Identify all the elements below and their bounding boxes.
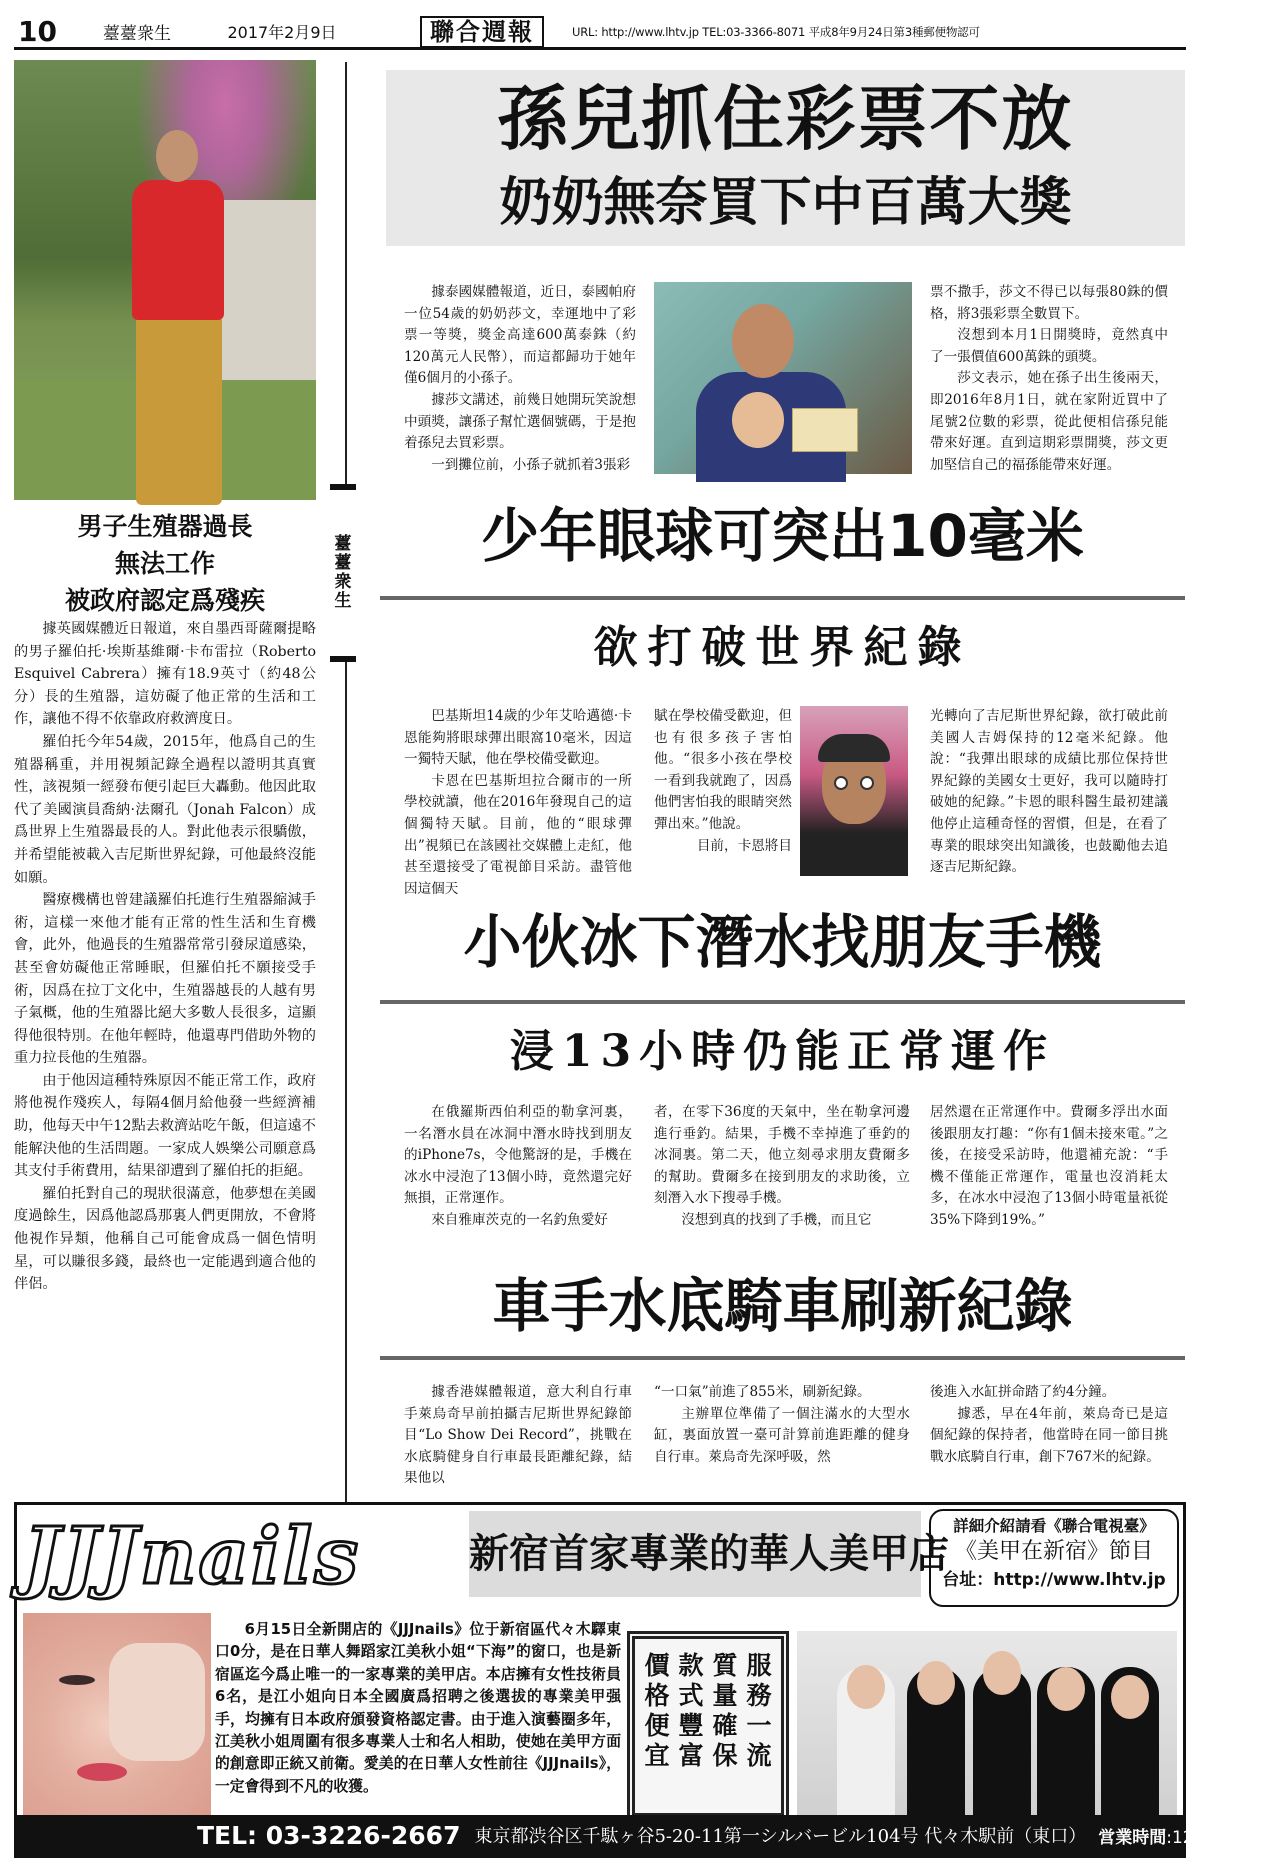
paragraph: 據英國媒體近日報道，來自墨西哥薩爾提略的男子羅伯托·埃斯基維爾·卡布雷拉（Roberto Esquivel Cabrera）擁有18.9英寸（約48公分）長的生殖器，這妨礙了他正常的生活和工作，讓他不得不依靠政府救濟度日。 [14, 621, 316, 728]
man-photo [14, 60, 316, 500]
article3-subtitle: 浸13小時仍能正常運作 [509, 1026, 1056, 1077]
article4-column-1 [404, 1382, 632, 1490]
page-number: 10 [18, 15, 57, 48]
paragraph: 主辦單位準備了一個注滿水的大型水缸，裏面放置一臺可計算前進距離的健身自行車。萊烏奇先深呼吸，然 [654, 1405, 910, 1465]
paragraph: 據香港媒體報道，意大利自行車手萊烏奇早前拍攝吉尼斯世界紀錄節目“Lo Show Dei Record”，挑戰在水底騎健身自行車最長距離紀錄，結果他以 [404, 1384, 632, 1487]
issue-date: 2017年2月9日 [227, 23, 337, 42]
info-line: 詳細介紹請看《聯合電視臺》 [953, 1517, 1155, 1535]
article1-subtitle: 奶奶無奈買下中百萬大獎 [499, 173, 1072, 233]
paragraph: 賦在學校備受歡迎，但也有很多孩子害怕他。“很多小孩在學校一看到我就跑了，因爲他們害怕我的眼睛突然彈出來。”他說。 [654, 708, 792, 832]
label-char: 薹 [334, 534, 352, 554]
slogan-column: 價格便宜 [644, 1651, 670, 1770]
grandmother-photo [654, 282, 912, 474]
article1-column-1 [404, 282, 636, 476]
left-article-body [14, 618, 316, 1296]
article3-column-3 [930, 1102, 1168, 1232]
paragraph: 後進入水缸拼命踏了約4分鐘。 [930, 1384, 1116, 1400]
ad-tv-info-box [929, 1509, 1179, 1607]
article4-title: 車手水底騎車刷新紀錄 [492, 1272, 1073, 1340]
boy-photo [800, 706, 908, 876]
label-char: 衆 [334, 572, 352, 592]
label-char: 薹 [334, 553, 352, 573]
headline-line: 被政府認定爲殘疾 [64, 586, 265, 615]
ad-address: 東京都渋谷区千駄ヶ谷5-20-11第一シルバービル104号 代々木駅前（東口） [474, 1826, 1087, 1847]
article2-rule [380, 596, 1185, 600]
article1-column-2 [930, 282, 1168, 476]
nail-salon-advertisement [14, 1502, 1266, 1858]
article4-column-3 [930, 1382, 1168, 1468]
paragraph: 票不撒手，莎文不得已以每張80銖的價格，將3張彩票全數買下。 [930, 284, 1168, 322]
slogan-column: 質量確保 [712, 1651, 738, 1770]
salon-logo: JJJnails [23, 1511, 361, 1602]
column-divider [345, 62, 347, 1502]
paragraph: 目前，卡恩將目 [696, 837, 792, 854]
article1-headline-box [380, 70, 1185, 246]
article2-column-2 [654, 706, 792, 857]
hours-value: :12時至22時 [1166, 1827, 1266, 1848]
paragraph: 卡恩在巴基斯坦拉合爾市的一所學校就讀，他在2016年發現自己的這個獨特天賦。目前，他的“眼球彈出”視頻已在該國社交媒體上走紅，他甚至還接受了電視節目采訪。盡管他因這個天 [404, 772, 632, 897]
hours-label: 営業時間 [1098, 1827, 1167, 1848]
info-line: 《美甲在新宿》節目 [954, 1539, 1153, 1564]
ad-contact-bar [17, 1815, 1266, 1855]
salon-staff-photo [797, 1631, 1177, 1817]
ad-description [215, 1619, 621, 1798]
nail-model-photo [23, 1613, 211, 1817]
ad-hours [1098, 1823, 1266, 1848]
article4-column-2 [654, 1382, 910, 1468]
article3-title: 小伙冰下潛水找朋友手機 [463, 908, 1102, 976]
article2-column-3 [930, 706, 1168, 879]
paragraph: 巴基斯坦14歲的少年艾哈邁德·卡恩能夠將眼球彈出眼窩10毫米，因這一獨特天賦，他在學校備受歡迎。 [404, 708, 632, 768]
ad-slogan-frame [627, 1631, 789, 1821]
article3-column-2 [654, 1102, 910, 1232]
slogan-column: 服務一流 [746, 1651, 772, 1770]
paragraph: 據泰國媒體報道，近日，泰國帕府一位54歲的奶奶莎文，幸運地中了彩票一等獎，獎金高達600萬泰銖（約120萬元人民幣），而這都歸功于她年僅6個月的小孫子。 [404, 284, 636, 387]
paragraph: 居然還在正常運作中。費爾多浮出水面後跟朋友打趣：“你有1個未接來電。”之後，在接受采訪時，他還補充說：“手機不僅能正常運作，電量也沒消耗太多，在冰水中浸泡了13個小時電量祇從35%下降到19%。” [930, 1104, 1168, 1228]
section-vertical-label [330, 484, 356, 662]
paragraph: 醫療機構也曾建議羅伯托進行生殖器縮減手術，這樣一來他才能有正常的性生活和生育機會，此外，他過長的生殖器常常引發尿道感染，甚至會妨礙他正常睡眠，但羅伯托不願接受手術，因爲在拉丁文化中，生殖器越長的人越有男子氣概，他的生殖器比絕大多數人長很多，這顯得他很特別。在他年輕時，他還專門借助外物的重力拉長他的生殖器。 [14, 892, 316, 1067]
label-char: 生 [334, 591, 352, 611]
paragraph: 由于他因這種特殊原因不能正常工作，政府將他視作殘疾人，每隔4個月給他發一些經濟補助，他每天中午12點去救濟站吃午飯，但這遠不能解決他的生活問題。一家成人娛樂公司願意爲其支付手術費用，結果卻遭到了羅伯托的拒絕。 [14, 1072, 316, 1180]
article3-column-1 [404, 1102, 632, 1232]
paragraph: 來自雅庫茨克的一名釣魚愛好 [431, 1211, 608, 1228]
article2-subtitle: 欲打破世界紀錄 [593, 622, 972, 673]
paragraph: 者，在零下36度的天氣中，坐在勒拿河邊進行垂釣。結果，手機不幸掉進了垂釣的冰洞裏。第二天，他立刻尋求朋友費爾多的幫助。費爾多在接到朋友的求助後，立刻潛入水下搜尋手機。 [654, 1104, 910, 1207]
paragraph: 羅伯托對自己的現狀很滿意，他夢想在美國度過餘生，因爲他認爲那裏人們更開放，不會將他視作异類，他稱自己可能會成爲一個色情明星，可以賺很多錢，最終也一定能遇到適合他的伴侶。 [14, 1185, 316, 1293]
paragraph: 沒想到真的找到了手機，而且它 [681, 1211, 872, 1228]
paragraph: 光轉向了吉尼斯世界紀錄，欲打破此前美國人吉姆保持的12毫米紀錄。他說：“我彈出眼球的成績比那位保持世界紀錄的美國女士更好，我可以隨時打破她的紀錄。”卡恩的眼科醫生最初建議他停止這種奇怪的習慣，但是，在看了專業的眼球突出知識後，也鼓勵他去追逐吉尼斯紀錄。 [930, 708, 1168, 876]
ad-telephone: TEL: 03-3226-2667 [197, 1820, 461, 1850]
paragraph: 莎文表示，她在孫子出生後兩天，即2016年8月1日，就在家附近買中了尾號2位數的彩票，從此便相信孫兒能帶來好運。直到這期彩票開獎，莎文更加堅信自己的福孫能帶來好運。 [930, 370, 1168, 473]
article3-rule [380, 1000, 1185, 1004]
paragraph: “一口氣”前進了855米，刷新紀錄。 [654, 1384, 871, 1400]
paragraph: 據莎文講述，前幾日她開玩笑說想中頭獎，讓孫子幫忙選個號碼，于是抱着孫兒去買彩票。 [404, 391, 636, 452]
paragraph: 一到攤位前，小孫子就抓着3張彩 [431, 456, 631, 473]
article1-title: 孫兒抓住彩票不放 [497, 78, 1074, 160]
newspaper-brand: 聯合週報 [420, 16, 544, 48]
paragraph: 據悉，早在4年前，萊烏奇已是這個紀錄的保持者，他當時在同一節目挑戰水底騎自行車，創下767米的紀錄。 [930, 1405, 1168, 1465]
article2-title: 少年眼球可突出10毫米 [481, 502, 1084, 570]
section-name: 薹薹衆生 [103, 24, 171, 44]
left-article-headline [14, 508, 316, 619]
slogan-column: 款式豐富 [678, 1651, 704, 1770]
paragraph: 在俄羅斯西伯利亞的勒拿河裏，一名潛水員在冰洞中潛水時找到朋友的iPhone7s，令他驚訝的是，手機在冰水中浸泡了13個小時，竟然還完好無損，正常運作。 [404, 1104, 632, 1207]
headline-line: 無法工作 [114, 549, 215, 578]
paragraph: 沒想到本月1日開獎時，竟然真中了一張價值600萬銖的頭獎。 [930, 327, 1168, 365]
page-header [14, 16, 1186, 50]
article2-column-1 [404, 706, 632, 900]
paragraph: 羅伯托今年54歲，2015年，他爲自己的生殖器稱重，并用視頻記錄全過程以證明其真實性，該視頻一經發布便引起巨大轟動。他因此取代了美國演員喬納·法爾孔（Jonah Falcon）成爲世界上生殖器最長的人。對此他表示很驕傲，并希望能被載入吉尼斯世界紀錄，可他最終沒能如願。 [14, 733, 316, 886]
header-url-line: URL: http://www.lhtv.jp TEL:03-3366-8071 平成8年9月24日第3種郵便物認可 [572, 24, 980, 39]
article4-rule [380, 1356, 1185, 1360]
paragraph: 6月15日全新開店的《JJJnails》位于新宿區代々木驛東口0分，是在日華人舞蹈家江美秋小姐“下海”的窗口，也是新宿區迄今爲止唯一的一家專業的美甲店。本店擁有女性技術員6名，是江小姐向日本全國廣爲招聘之後選拔的專業美甲强手，均擁有日本政府頒發資格認定書。由于進入演藝圈多年，江美秋小姐周圍有很多專業人士和名人相助，使她在美甲方面的創意即正統又前衛。愛美的在日華人女性前往《JJJnails》，一定會得到不凡的收獲。 [215, 1621, 621, 1795]
ad-banner-headline: 新宿首家專業的華人美甲店 [469, 1511, 921, 1597]
info-url: 台址：http://www.lhtv.jp [942, 1570, 1166, 1590]
headline-line: 男子生殖器過長 [77, 512, 253, 541]
